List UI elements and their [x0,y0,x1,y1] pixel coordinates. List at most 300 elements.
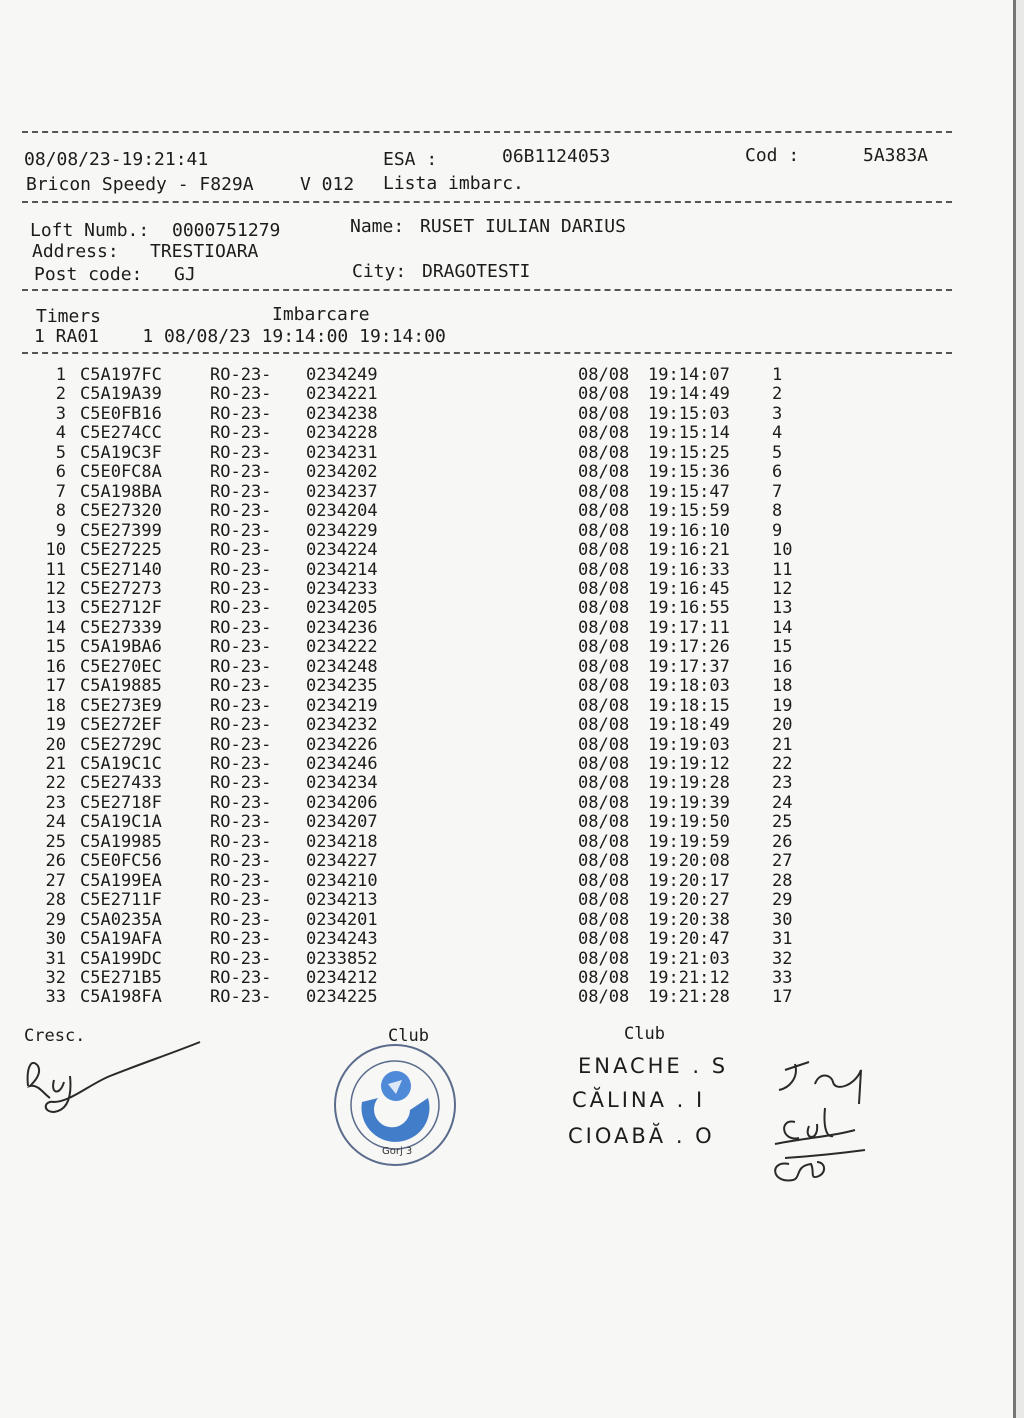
bird-row [0,813,1024,832]
club-label-left: Club [388,1026,429,1046]
bird-list [0,366,1024,1006]
handwritten-name-1: ENACHE . S [578,1054,729,1078]
bird-date: 08/08 [578,831,630,852]
bird-time: 19:20:38 [648,909,730,930]
bird-ring-prefix: RO-23- [210,559,272,580]
bird-time: 19:21:12 [648,967,730,988]
bird-position: 25 [772,812,793,833]
bird-row [0,988,1024,1007]
bird-ring-number: 0234212 [306,967,378,988]
post-code-value: GJ [174,264,196,285]
esa-value: 06B1124053 [502,146,611,167]
separator-timers [22,352,952,354]
bird-time: 19:14:07 [648,365,730,385]
device-name: Bricon Speedy - F829A [26,174,254,195]
bird-ring-prefix: RO-23- [210,695,272,716]
bird-time: 19:15:59 [648,501,730,522]
bird-index: 6 [55,462,66,483]
bird-index: 11 [45,559,66,580]
post-code-label: Post code: [34,264,143,285]
bird-ring-prefix: RO-23- [210,481,272,502]
timers-label: Timers [36,306,102,327]
bird-ring-number: 0234204 [306,501,378,522]
bird-chip-id: C5A19C1A [80,812,162,833]
bird-time: 19:19:39 [648,792,730,813]
bird-ring-prefix: RO-23- [210,501,272,522]
bird-row [0,697,1024,716]
imbarcare-label: Imbarcare [272,304,370,325]
bird-date: 08/08 [578,715,630,736]
stamp-text: Gorj 3 [382,1146,413,1157]
bird-ring-prefix: RO-23- [210,637,272,658]
bird-row [0,891,1024,910]
bird-row [0,911,1024,930]
bird-row [0,774,1024,793]
bird-index: 19 [45,715,66,736]
bird-position: 30 [772,909,793,930]
bird-ring-number: 0234201 [306,909,378,930]
bird-chip-id: C5A19BA6 [80,637,162,658]
bird-index: 5 [55,442,66,463]
bird-ring-number: 0234234 [306,773,378,794]
city-value: DRAGOTESTI [422,261,531,282]
bird-ring-number: 0234219 [306,695,378,716]
bird-ring-number: 0234249 [306,365,378,385]
bird-ring-prefix: RO-23- [210,754,272,774]
bird-position: 9 [772,520,783,541]
bird-time: 19:14:49 [648,384,730,405]
bird-ring-prefix: RO-23- [210,890,272,911]
bird-date: 08/08 [578,695,630,716]
bird-date: 08/08 [578,365,630,385]
bird-position: 4 [772,423,783,444]
bird-row [0,463,1024,482]
bird-chip-id: C5A19C1C [80,754,162,774]
bird-index: 22 [45,773,66,794]
bird-row [0,638,1024,657]
bird-ring-prefix: RO-23- [210,520,272,541]
bird-ring-prefix: RO-23- [210,734,272,755]
bird-ring-prefix: RO-23- [210,773,272,794]
bird-position: 16 [772,656,793,677]
bird-ring-number: 0234232 [306,715,378,736]
bird-row [0,969,1024,988]
bird-time: 19:16:45 [648,578,730,599]
bird-position: 19 [772,695,793,716]
breeder-signature [20,1036,210,1120]
bird-position: 3 [772,403,783,424]
bird-position: 2 [772,384,783,405]
bird-index: 3 [55,403,66,424]
bird-position: 8 [772,501,783,522]
bird-date: 08/08 [578,967,630,988]
bird-position: 29 [772,890,793,911]
bird-time: 19:15:25 [648,442,730,463]
bird-position: 23 [772,773,793,794]
bird-time: 19:19:50 [648,812,730,833]
bird-index: 31 [45,948,66,969]
bird-date: 08/08 [578,462,630,483]
bird-index: 1 [55,365,66,385]
bird-row [0,522,1024,541]
bird-ring-number: 0234222 [306,637,378,658]
bird-chip-id: C5E0FC8A [80,462,162,483]
bird-date: 08/08 [578,578,630,599]
bird-ring-prefix: RO-23- [210,948,272,969]
bird-chip-id: C5E27399 [80,520,162,541]
bird-time: 19:17:26 [648,637,730,658]
bird-ring-prefix: RO-23- [210,384,272,405]
bird-position: 26 [772,831,793,852]
bird-row [0,424,1024,443]
name-label: Name: [350,216,405,237]
bird-date: 08/08 [578,929,630,950]
bird-time: 19:20:47 [648,929,730,950]
club-label-right: Club [624,1024,665,1044]
bird-position: 7 [772,481,783,502]
club-stamp [330,1040,460,1170]
bird-date: 08/08 [578,384,630,405]
bird-ring-prefix: RO-23- [210,676,272,697]
bird-time: 19:18:49 [648,715,730,736]
bird-position: 14 [772,617,793,638]
club-signatures [755,1052,875,1192]
bird-position: 13 [772,598,793,619]
bird-date: 08/08 [578,870,630,891]
bird-row [0,541,1024,560]
bird-row [0,405,1024,424]
bird-position: 17 [772,987,793,1008]
loft-label: Loft Numb.: [30,220,150,241]
bird-index: 29 [45,909,66,930]
bird-date: 08/08 [578,520,630,541]
bird-index: 14 [45,617,66,638]
bird-ring-number: 0234214 [306,559,378,580]
bird-time: 19:15:14 [648,423,730,444]
bird-ring-number: 0234236 [306,617,378,638]
bird-index: 20 [45,734,66,755]
city-label: City: [352,261,407,282]
bird-date: 08/08 [578,754,630,774]
handwritten-name-2: CĂLINA . I [572,1088,706,1112]
bird-ring-prefix: RO-23- [210,365,272,385]
bird-date: 08/08 [578,656,630,677]
bird-chip-id: C5A19885 [80,676,162,697]
bird-index: 27 [45,870,66,891]
bird-chip-id: C5E0FC56 [80,851,162,872]
bird-time: 19:17:37 [648,656,730,677]
bird-chip-id: C5E2718F [80,792,162,813]
bird-date: 08/08 [578,676,630,697]
bird-ring-prefix: RO-23- [210,598,272,619]
bird-index: 23 [45,792,66,813]
bird-ring-prefix: RO-23- [210,929,272,950]
bird-index: 17 [45,676,66,697]
loft-value: 0000751279 [172,220,281,241]
bird-row [0,561,1024,580]
bird-time: 19:19:12 [648,754,730,774]
device-version: V 012 [300,174,355,195]
bird-date: 08/08 [578,812,630,833]
bird-time: 19:16:21 [648,540,730,561]
bird-chip-id: C5A197FC [80,365,162,385]
bird-row [0,658,1024,677]
bird-ring-number: 0234233 [306,578,378,599]
bird-row [0,599,1024,618]
bird-date: 08/08 [578,501,630,522]
bird-ring-number: 0234218 [306,831,378,852]
bird-index: 2 [55,384,66,405]
bird-index: 26 [45,851,66,872]
bird-ring-prefix: RO-23- [210,442,272,463]
bird-time: 19:19:28 [648,773,730,794]
bird-ring-number: 0234226 [306,734,378,755]
bird-chip-id: C5E27273 [80,578,162,599]
bird-index: 24 [45,812,66,833]
bird-ring-number: 0234225 [306,987,378,1008]
bird-ring-prefix: RO-23- [210,870,272,891]
bird-position: 18 [772,676,793,697]
bird-ring-number: 0234248 [306,656,378,677]
bird-time: 19:20:27 [648,890,730,911]
bird-ring-number: 0234206 [306,792,378,813]
bird-position: 32 [772,948,793,969]
bird-time: 19:18:15 [648,695,730,716]
bird-time: 19:15:47 [648,481,730,502]
bird-ring-number: 0234227 [306,851,378,872]
bird-ring-prefix: RO-23- [210,462,272,483]
bird-ring-number: 0234202 [306,462,378,483]
bird-position: 12 [772,578,793,599]
bird-row [0,444,1024,463]
bird-row [0,833,1024,852]
bird-date: 08/08 [578,442,630,463]
bird-chip-id: C5E271B5 [80,967,162,988]
bird-chip-id: C5A19AFA [80,929,162,950]
bird-date: 08/08 [578,598,630,619]
bird-position: 24 [772,792,793,813]
address-label: Address: [32,241,119,262]
bird-time: 19:15:36 [648,462,730,483]
bird-index: 4 [55,423,66,444]
separator-header [22,201,952,203]
bird-time: 19:16:10 [648,520,730,541]
bird-time: 19:20:08 [648,851,730,872]
bird-index: 13 [45,598,66,619]
bird-ring-prefix: RO-23- [210,851,272,872]
bird-ring-number: 0234243 [306,929,378,950]
bird-date: 08/08 [578,559,630,580]
bird-date: 08/08 [578,617,630,638]
esa-label: ESA : [383,149,438,170]
bird-time: 19:15:03 [648,403,730,424]
bird-ring-prefix: RO-23- [210,578,272,599]
bird-ring-number: 0234246 [306,754,378,774]
bird-row [0,716,1024,735]
bird-index: 16 [45,656,66,677]
bird-ring-prefix: RO-23- [210,423,272,444]
bird-time: 19:17:11 [648,617,730,638]
bird-time: 19:21:28 [648,987,730,1008]
bird-index: 30 [45,929,66,950]
bird-chip-id: C5A198BA [80,481,162,502]
bird-ring-number: 0234213 [306,890,378,911]
bird-date: 08/08 [578,481,630,502]
bird-chip-id: C5E2729C [80,734,162,755]
bird-row [0,502,1024,521]
bird-position: 28 [772,870,793,891]
address-value: TRESTIOARA [150,241,259,262]
bird-chip-id: C5E27339 [80,617,162,638]
bird-ring-prefix: RO-23- [210,812,272,833]
bird-ring-prefix: RO-23- [210,540,272,561]
bird-row [0,366,1024,385]
bird-ring-number: 0234224 [306,540,378,561]
bird-chip-id: C5A19C3F [80,442,162,463]
bird-ring-number: 0233852 [306,948,378,969]
bird-position: 15 [772,637,793,658]
bird-chip-id: C5A19A39 [80,384,162,405]
bird-position: 33 [772,967,793,988]
bird-ring-prefix: RO-23- [210,656,272,677]
bird-ring-number: 0234228 [306,423,378,444]
bird-chip-id: C5E27225 [80,540,162,561]
bird-ring-prefix: RO-23- [210,967,272,988]
bird-date: 08/08 [578,890,630,911]
bird-date: 08/08 [578,540,630,561]
bird-position: 1 [772,365,783,385]
bird-position: 21 [772,734,793,755]
name-value: RUSET IULIAN DARIUS [420,216,626,237]
bird-time: 19:16:33 [648,559,730,580]
bird-chip-id: C5E2711F [80,890,162,911]
bird-position: 10 [772,540,793,561]
bird-date: 08/08 [578,948,630,969]
bird-chip-id: C5E27140 [80,559,162,580]
bird-chip-id: C5A199DC [80,948,162,969]
bird-row [0,755,1024,774]
bird-chip-id: C5A198FA [80,987,162,1008]
separator-owner [22,289,952,291]
bird-ring-number: 0234238 [306,403,378,424]
bird-index: 32 [45,967,66,988]
bird-position: 6 [772,462,783,483]
bird-date: 08/08 [578,403,630,424]
bird-ring-prefix: RO-23- [210,403,272,424]
bird-position: 11 [772,559,793,580]
bird-index: 21 [45,754,66,774]
bird-position: 27 [772,851,793,872]
bird-chip-id: C5E274CC [80,423,162,444]
print-datetime: 08/08/23-19:21:41 [24,149,209,170]
bird-ring-number: 0234210 [306,870,378,891]
bird-ring-number: 0234231 [306,442,378,463]
bird-date: 08/08 [578,851,630,872]
bird-time: 19:19:03 [648,734,730,755]
bird-ring-prefix: RO-23- [210,715,272,736]
bird-row [0,930,1024,949]
bird-time: 19:21:03 [648,948,730,969]
bird-date: 08/08 [578,792,630,813]
bird-position: 20 [772,715,793,736]
bird-chip-id: C5A0235A [80,909,162,930]
cod-value: 5A383A [863,145,929,166]
bird-position: 31 [772,929,793,950]
bird-ring-prefix: RO-23- [210,909,272,930]
bird-index: 9 [55,520,66,541]
bird-index: 10 [45,540,66,561]
bird-date: 08/08 [578,773,630,794]
bird-time: 19:16:55 [648,598,730,619]
bird-date: 08/08 [578,909,630,930]
bird-row [0,950,1024,969]
bird-row [0,483,1024,502]
bird-row [0,385,1024,404]
bird-index: 8 [55,501,66,522]
bird-date: 08/08 [578,637,630,658]
bird-ring-number: 0234207 [306,812,378,833]
bird-position: 5 [772,442,783,463]
bird-ring-number: 0234221 [306,384,378,405]
bird-index: 15 [45,637,66,658]
separator-top [22,131,952,133]
bird-ring-number: 0234235 [306,676,378,697]
bird-chip-id: C5A199EA [80,870,162,891]
bird-chip-id: C5E270EC [80,656,162,677]
bird-time: 19:20:17 [648,870,730,891]
bird-row [0,794,1024,813]
bird-row [0,677,1024,696]
bird-index: 25 [45,831,66,852]
handwritten-name-3: CIOABĂ . O [568,1124,715,1148]
bird-ring-prefix: RO-23- [210,987,272,1008]
bird-row [0,580,1024,599]
bird-index: 28 [45,890,66,911]
bird-date: 08/08 [578,423,630,444]
bird-row [0,736,1024,755]
bird-ring-number: 0234205 [306,598,378,619]
bird-chip-id: C5A19985 [80,831,162,852]
bird-chip-id: C5E27320 [80,501,162,522]
bird-ring-prefix: RO-23- [210,831,272,852]
bird-date: 08/08 [578,734,630,755]
bird-row [0,619,1024,638]
bird-time: 19:19:59 [648,831,730,852]
bird-ring-number: 0234229 [306,520,378,541]
list-title: Lista imbarc. [383,173,524,194]
bird-index: 18 [45,695,66,716]
bird-chip-id: C5E272EF [80,715,162,736]
cod-label: Cod : [745,145,800,166]
bird-ring-number: 0234237 [306,481,378,502]
bird-index: 7 [55,481,66,502]
bird-chip-id: C5E0FB16 [80,403,162,424]
bird-row [0,852,1024,871]
bird-row [0,872,1024,891]
bird-ring-prefix: RO-23- [210,792,272,813]
bird-position: 22 [772,754,793,774]
bird-chip-id: C5E273E9 [80,695,162,716]
bird-index: 33 [45,987,66,1008]
bird-date: 08/08 [578,987,630,1008]
bird-index: 12 [45,578,66,599]
bird-chip-id: C5E27433 [80,773,162,794]
timer-line: 1 RA01 1 08/08/23 19:14:00 19:14:00 [34,326,446,347]
cresc-label: Cresc. [24,1026,86,1046]
bird-chip-id: C5E2712F [80,598,162,619]
bird-ring-prefix: RO-23- [210,617,272,638]
bird-time: 19:18:03 [648,676,730,697]
